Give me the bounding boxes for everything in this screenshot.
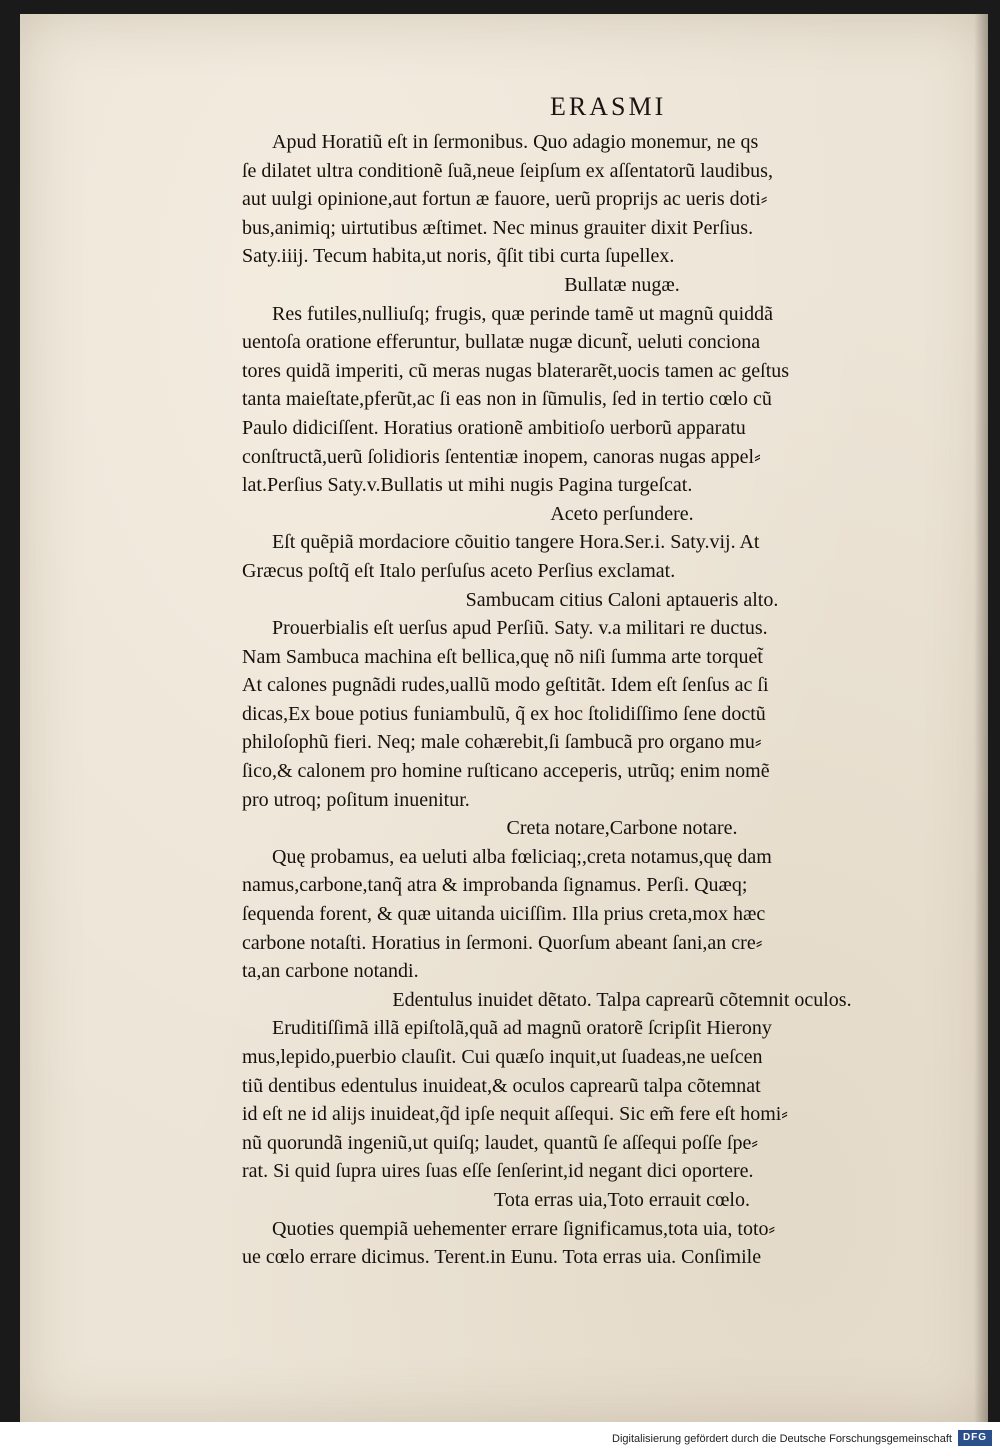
text-line: Græcus poſtq̃ eſt Italo perſuſus aceto Perſius exclamat. [242, 559, 676, 582]
section-heading: Bullatæ nugæ. [564, 273, 680, 296]
text-line: Quę probamus, ea ueluti alba fœliciaq;,creta notamus,quę dam [272, 845, 772, 868]
digitization-credit: Digitalisierung gefördert durch die Deutsche Forschungsgemeinschaft [612, 1433, 952, 1445]
text-block [242, 128, 962, 1272]
text-line: ſequenda forent, & quæ uitanda uiciſſim. Illa prius creta,mox hæc [242, 903, 766, 926]
text-line: Res futiles,nulliuſq; frugis, quæ perinde tamẽ ut magnũ quiddã [272, 302, 774, 325]
text-line: Paulo didiciſſent. Horatius orationẽ ambitioſo uerborũ apparatu [242, 416, 746, 439]
text-line: mus,lepido,puerbio clauſit. Cui quæſo inquit,ut ſuadeas,ne ueſcen [242, 1046, 763, 1068]
text-line: uentoſa oratione efferuntur, bullatæ nugæ dicunt̃, ueluti conciona [242, 331, 761, 354]
text-line: bus,animiq; uirtutibus æſtimet. Nec minus grauiter dixit Perſius. [242, 216, 754, 239]
text-line: Nam Sambuca machina eſt bellica,quę nõ niſi ſumma arte torquet̃ [242, 645, 763, 668]
section-heading: Edentulus inuidet dẽtato. Talpa caprearũ cõtemnit oculos. [392, 988, 852, 1011]
text-line: id eſt ne id alijs inuideat,q̃d ipſe nequit aſſequi. Sic em̃ fere eſt homi⸗ [242, 1103, 788, 1126]
text-line: aut uulgi opinione,aut fortun æ fauore, uerũ proprijs ac ueris doti⸗ [242, 188, 768, 211]
text-line: Apud Horatiũ eſt in ſermonibus. Quo adagio monemur, ne qs [272, 131, 759, 153]
section-heading: Creta notare,Carbone notare. [506, 817, 738, 840]
text-line: Quoties quempiã uehementer errare ſignificamus,tota uia, toto⸗ [272, 1217, 776, 1240]
text-line: At calones pugnãdi rudes,uallũ modo geſtitãt. Idem eſt ſenſus ac ſi [242, 674, 769, 697]
section-heading: Sambucam citius Caloni aptaueris alto. [465, 588, 779, 611]
text-line: carbone notaſti. Horatius in ſermoni. Quorſum abeant ſani,an cre⸗ [242, 931, 763, 954]
text-line: ta,an carbone notandi. [242, 960, 419, 983]
text-line: lat.Perſius Saty.v.Bullatis ut mihi nugis Pagina turgeſcat. [242, 474, 693, 497]
running-head: ERASMI [550, 92, 667, 121]
text-line: tanta maieſtate,pferũt,ac ſi eas non in ſũmulis, ſed in tertio cœlo cũ [242, 388, 772, 411]
text-line: dicas,Ex boue potius funiambulũ, q̃ ex hoc ſtolidiſſimo ſene doctũ [242, 702, 766, 725]
text-line: ue cœlo errare dicimus. Terent.in Eunu. Tota erras uia. Conſimile [242, 1246, 762, 1269]
text-line: conſtructã,uerũ ſolidioris ſententiæ inopem, canoras nugas appel⸗ [242, 445, 761, 468]
section-heading: Aceto perſundere. [550, 502, 694, 525]
page-edge-shadow [974, 14, 988, 1422]
text-line: Eſt quẽpiã mordaciore cõuitio tangere Hora.Ser.i. Saty.vij. At [272, 531, 760, 554]
footer-bar [0, 1422, 1000, 1452]
text-line: philoſophũ fieri. Neq; male cohærebit,ſi ſambucã pro organo mu⸗ [242, 731, 762, 754]
text-line: namus,carbone,tanq̃ atra & improbanda ſignamus. Perſi. Quæq; [242, 874, 748, 897]
text-line: Prouerbialis eſt uerſus apud Perſiũ. Saty. v.a militari re ductus. [272, 617, 768, 640]
text-line: tiũ dentibus edentulus inuideat,& oculos caprearũ talpa cõtemnat [242, 1074, 761, 1097]
text-line: ſe dilatet ultra conditionẽ ſuã,neue ſeipſum ex aſſentatorũ laudibus, [242, 159, 773, 182]
dfg-logo-icon: DFG [958, 1430, 992, 1446]
book-page [20, 14, 988, 1422]
section-heading: Tota erras uia,Toto errauit cœlo. [494, 1188, 750, 1211]
text-line: Eruditiſſimã illã epiſtolã,quã ad magnũ oratorẽ ſcripſit Hierony [272, 1017, 772, 1040]
text-line: nũ quorundã ingeniũ,ut quiſq; laudet, quantũ ſe aſſequi poſſe ſpe⸗ [242, 1131, 758, 1154]
text-line: ſico,& calonem pro homine ruſticano acceperis, utrũq; enim nomẽ [242, 760, 770, 783]
text-line: pro utroq; poſitum inuenitur. [242, 788, 470, 811]
text-line: Saty.iiij. Tecum habita,ut noris, q̃ſit tibi curta ſupellex. [242, 245, 675, 268]
text-line: rat. Si quid ſupra uires ſuas eſſe ſenſerint,id negant dici oportere. [242, 1160, 754, 1183]
text-line: tores quidã imperiti, cũ meras nugas blaterarẽt,uocis tamen ac geſtus [242, 359, 790, 382]
